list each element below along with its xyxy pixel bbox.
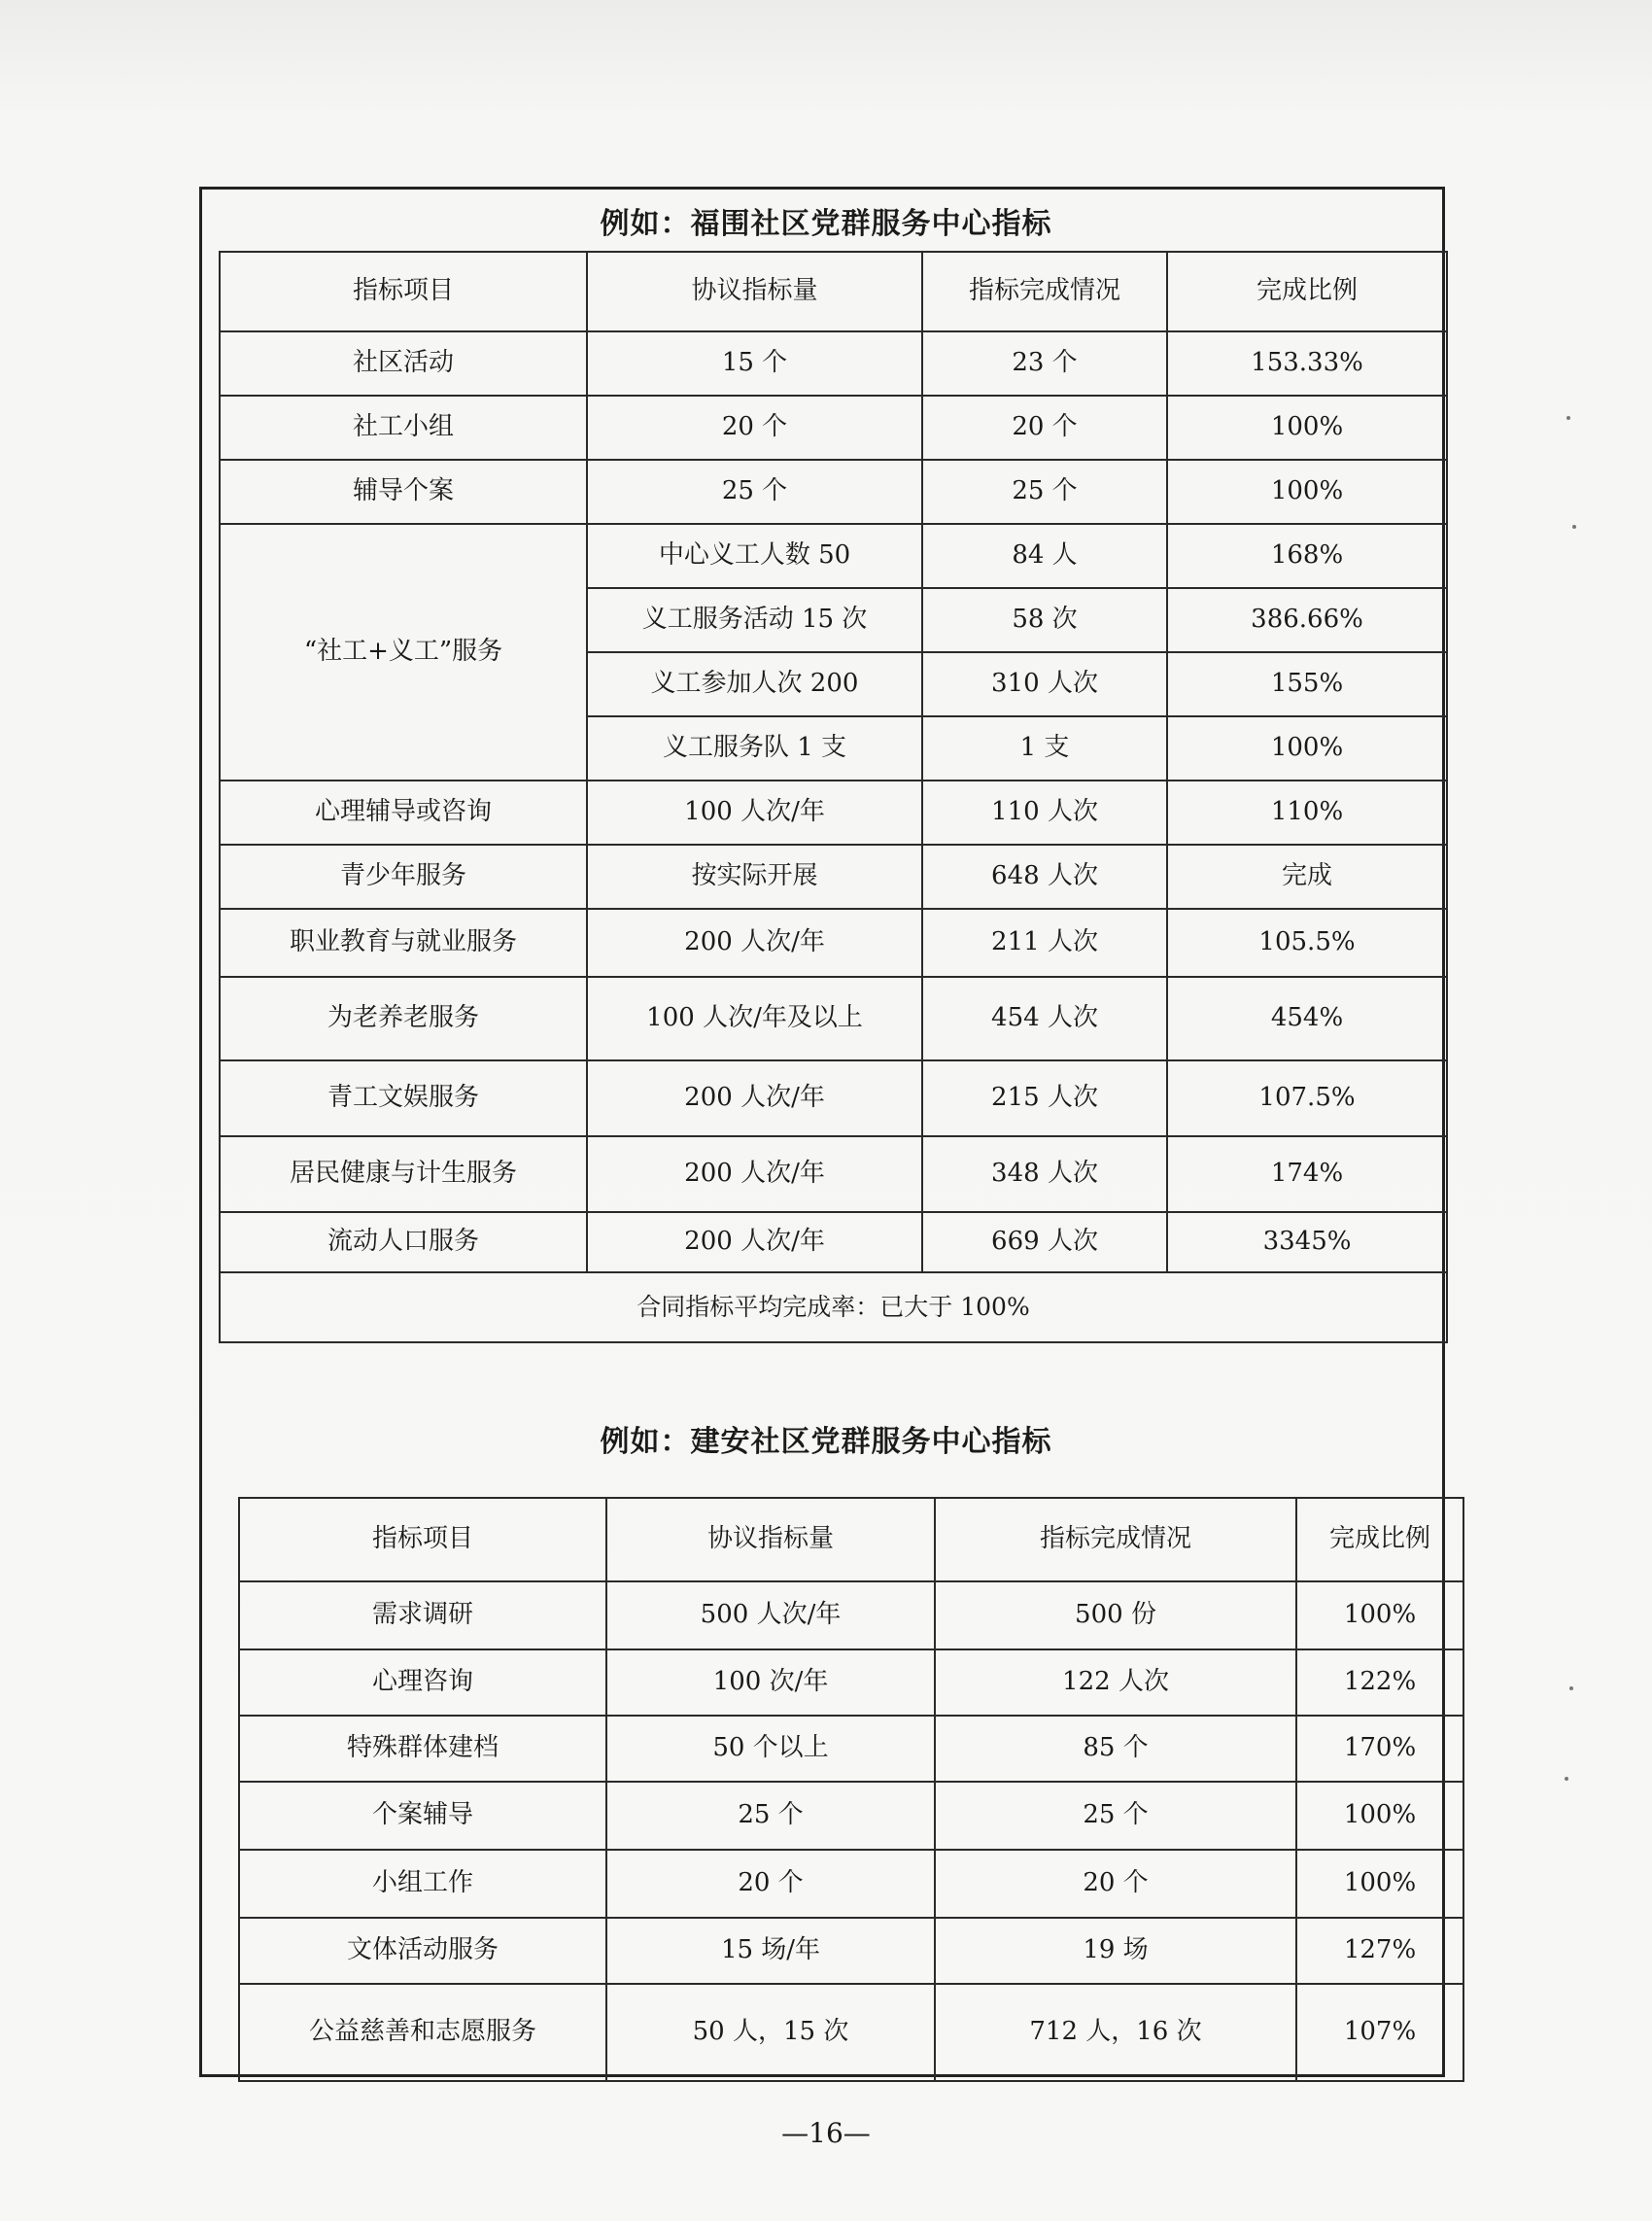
cell: 文体活动服务 [239,1918,606,1984]
cell: 454% [1167,977,1447,1060]
cell: 20 个 [922,396,1167,460]
cell: 50 个以上 [606,1716,935,1782]
cell: 心理咨询 [239,1649,606,1716]
cell: 为老养老服务 [220,977,587,1060]
cell: 20 个 [606,1850,935,1918]
cell: 122 人次 [935,1649,1296,1716]
cell: 85 个 [935,1716,1296,1782]
page-number: —16— [781,2117,871,2149]
table1 [219,251,1448,1343]
cell: 25 个 [922,460,1167,524]
cell: 需求调研 [239,1581,606,1649]
table-row [220,524,1447,588]
table-row [220,1060,1447,1136]
table1-summary-row [220,1272,1447,1342]
cell: 15 个 [587,331,922,396]
cell: 流动人口服务 [220,1212,587,1272]
table-row [220,1212,1447,1272]
table-row [239,1918,1463,1984]
cell: 100% [1167,396,1447,460]
cell: 25 个 [935,1782,1296,1850]
cell: 110 人次 [922,781,1167,845]
cell: 按实际开展 [587,845,922,909]
header-cell: 指标项目 [239,1498,606,1581]
table-row [239,1782,1463,1850]
cell: 200 人次/年 [587,1136,922,1212]
cell: 211 人次 [922,909,1167,977]
cell: 310 人次 [922,652,1167,716]
table-row [220,781,1447,845]
cell: 648 人次 [922,845,1167,909]
cell: 500 份 [935,1581,1296,1649]
cell: 辅导个案 [220,460,587,524]
cell: 特殊群体建档 [239,1716,606,1782]
cell: 200 人次/年 [587,1212,922,1272]
cell: 心理辅导或咨询 [220,781,587,845]
cell: 107.5% [1167,1060,1447,1136]
cell: 50 人，15 次 [606,1984,935,2081]
cell: 215 人次 [922,1060,1167,1136]
table-row [220,845,1447,909]
table-row [239,1581,1463,1649]
cell: 454 人次 [922,977,1167,1060]
table2-title: 例如：建安社区党群服务中心指标 [600,1425,1052,1459]
cell: 中心义工人数 50 [587,524,922,588]
cell: 小组工作 [239,1850,606,1918]
cell: 3345% [1167,1212,1447,1272]
cell: 职业教育与就业服务 [220,909,587,977]
table-row [220,460,1447,524]
table-row [239,1850,1463,1918]
cell: 127% [1296,1918,1463,1984]
cell: 义工服务活动 15 次 [587,588,922,652]
scan-speck [1569,1686,1573,1690]
header-cell: 完成比例 [1167,252,1447,331]
cell: 155% [1167,652,1447,716]
table-row [220,909,1447,977]
cell: 青工文娱服务 [220,1060,587,1136]
cell: 107% [1296,1984,1463,2081]
cell: 20 个 [935,1850,1296,1918]
cell: 174% [1167,1136,1447,1212]
scan-speck [1572,525,1576,529]
cell: 20 个 [587,396,922,460]
cell: 84 人 [922,524,1167,588]
cell: 23 个 [922,331,1167,396]
table2 [238,1497,1464,2082]
header-cell: 指标完成情况 [935,1498,1296,1581]
scan-speck [1565,1777,1568,1781]
cell: 19 场 [935,1918,1296,1984]
cell: 110% [1167,781,1447,845]
cell: 100% [1167,460,1447,524]
cell: 居民健康与计生服务 [220,1136,587,1212]
cell: 122% [1296,1649,1463,1716]
cell: 义工参加人次 200 [587,652,922,716]
header-cell: 完成比例 [1296,1498,1463,1581]
table-row [239,1716,1463,1782]
cell: 100% [1296,1782,1463,1850]
table1-header-row [220,252,1447,331]
cell: 义工服务队 1 支 [587,716,922,781]
summary-cell: 合同指标平均完成率：已大于 100% [220,1272,1447,1342]
header-cell: 协议指标量 [587,252,922,331]
cell: 100% [1296,1581,1463,1649]
cell: 168% [1167,524,1447,588]
cell: 青少年服务 [220,845,587,909]
cell: 100 人次/年 [587,781,922,845]
cell: 386.66% [1167,588,1447,652]
cell: 社工小组 [220,396,587,460]
cell: 15 场/年 [606,1918,935,1984]
header-cell: 协议指标量 [606,1498,935,1581]
cell: 社区活动 [220,331,587,396]
cell: 100 次/年 [606,1649,935,1716]
table-row [239,1984,1463,2081]
cell: 100% [1167,716,1447,781]
table-row [220,977,1447,1060]
cell: 25 个 [606,1782,935,1850]
cell: 669 人次 [922,1212,1167,1272]
cell: 100% [1296,1850,1463,1918]
table-row [220,1136,1447,1212]
cell: 1 支 [922,716,1167,781]
header-cell: 指标项目 [220,252,587,331]
cell: 完成 [1167,845,1447,909]
table-row [220,331,1447,396]
cell: 500 人次/年 [606,1581,935,1649]
cell: 105.5% [1167,909,1447,977]
cell: 348 人次 [922,1136,1167,1212]
cell: 个案辅导 [239,1782,606,1850]
cell: 712 人，16 次 [935,1984,1296,2081]
cell: 公益慈善和志愿服务 [239,1984,606,2081]
scan-speck [1566,416,1570,420]
table1-title: 例如：福围社区党群服务中心指标 [600,207,1052,241]
table2-header-row [239,1498,1463,1581]
header-cell: 指标完成情况 [922,252,1167,331]
cell: 200 人次/年 [587,1060,922,1136]
cell: 153.33% [1167,331,1447,396]
cell: 170% [1296,1716,1463,1782]
table-row [239,1649,1463,1716]
cell: 58 次 [922,588,1167,652]
cell: 100 人次/年及以上 [587,977,922,1060]
group-label-cell: “社工+义工”服务 [220,524,587,781]
table-row [220,396,1447,460]
cell: 25 个 [587,460,922,524]
cell: 200 人次/年 [587,909,922,977]
